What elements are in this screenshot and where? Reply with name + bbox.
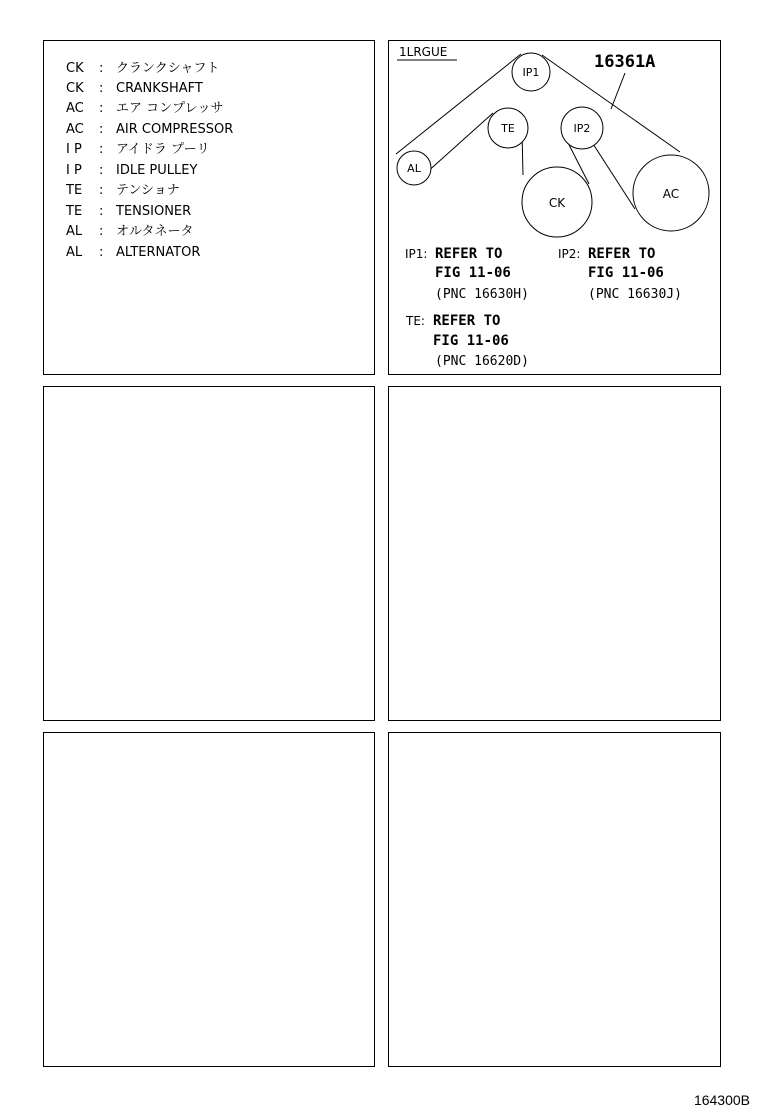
te-reference-note [405,313,529,369]
legend-description: CRANKSHAFT [116,81,203,96]
legend-code: AC [66,101,84,116]
empty-panel-middle-left [43,386,375,721]
empty-panel-bottom-left [43,732,375,1067]
legend-description: クランクシャフト [116,61,220,76]
legend-separator: : [99,122,104,137]
legend-separator: : [99,224,104,239]
pulley-ip2 [561,107,603,149]
legend-separator: : [99,163,104,178]
ip1-ref-label: IP1: [405,247,428,261]
legend-description: IDLE PULLEY [116,163,198,178]
te-ref-line3: (PNC 16620D) [435,354,529,369]
empty-panel-middle-right [388,386,721,721]
engine-code-label: 1LRGUE [399,45,448,59]
ip2-ref-line2: FIG 11-06 [588,265,664,281]
legend-code: CK [66,61,84,76]
ip2-ref-line3: (PNC 16630J) [588,287,682,302]
legend-code: AL [66,224,83,239]
legend-description: テンショナ [116,183,180,198]
te-ref-line1: REFER TO [433,313,501,329]
ip1-ref-line2: FIG 11-06 [435,265,511,281]
legend-code: TE [66,183,83,198]
part-number-leader [611,73,625,109]
ac-label: AC [662,187,680,201]
ip2-ref-label: IP2: [558,247,581,261]
part-number-label: 16361A [594,52,656,72]
legend-description: アイドラ プーリ [116,142,210,157]
belt-diagram-panel [388,40,721,375]
ip2-label: IP2 [573,122,591,135]
pulley-ip1 [512,53,550,91]
legend-code: TE [66,204,83,219]
legend-separator: : [99,101,104,116]
legend-code: I P [66,142,82,157]
pulley-ck [522,167,592,237]
legend-code: AC [66,122,84,137]
legend-panel [43,40,375,375]
te-ref-label: TE: [406,314,425,328]
legend-separator: : [99,245,104,260]
legend-description: AIR COMPRESSOR [116,122,234,137]
legend-description: ALTERNATOR [116,245,201,260]
legend-description: オルタネータ [116,224,194,239]
ck-label: CK [548,196,566,210]
legend-description: エア コンプレッサ [116,101,224,116]
ip1-ref-line3: (PNC 16630H) [435,287,529,302]
legend-separator: : [99,81,104,96]
ip2-ref-line1: REFER TO [588,246,656,262]
ip1-reference-note [405,246,529,302]
te-ref-line2: FIG 11-06 [433,333,509,349]
pulley-al [397,151,431,185]
pulley-ac [633,155,709,231]
legend-code: AL [66,245,83,260]
legend-separator: : [99,61,104,76]
legend-description: TENSIONER [116,204,192,219]
legend-separator: : [99,204,104,219]
ip2-reference-note [558,246,682,302]
ip1-label: IP1 [522,66,540,79]
al-label: AL [407,162,421,175]
legend-separator: : [99,142,104,157]
te-label: TE [501,122,515,135]
empty-panel-bottom-right [388,732,721,1067]
legend-code: I P [66,163,82,178]
figure-code: 164300B [693,1092,750,1108]
legend-code: CK [66,81,84,96]
pulley-te [488,108,528,148]
ip1-ref-line1: REFER TO [435,246,503,262]
legend-separator: : [99,183,104,198]
belt-routing-diagram [389,41,720,374]
